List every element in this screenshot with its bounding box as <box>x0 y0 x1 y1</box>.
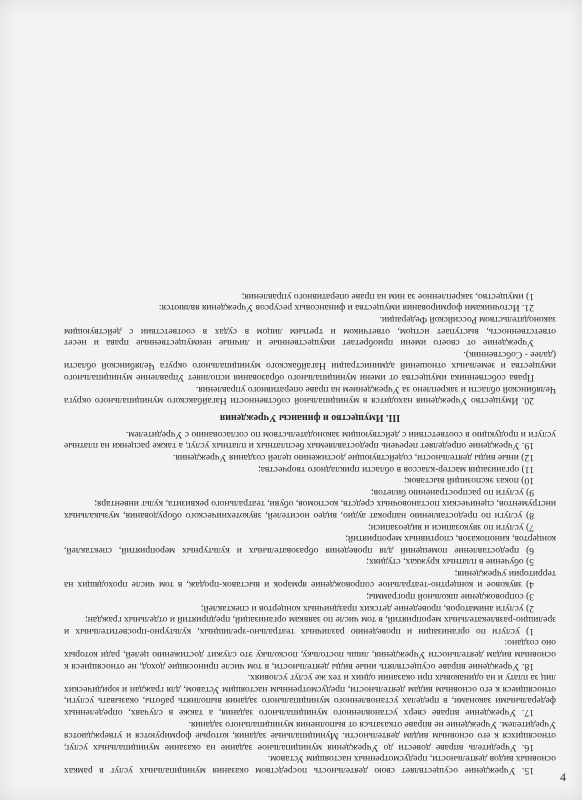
list-item: 1) услуги по организации и проведению различных театрально-зрелищных, культурно-просветительных и зрелищно-развлекательных мероприятий, в том числе по заявкам организаций, предприятий и отдельных граждан; <box>64 614 556 637</box>
list-item: 6) предоставление помещений для проведения образовательных и культурных мероприятий, спектаклей, концертов, кинопоказов, спортивных мероприятий; <box>64 533 556 556</box>
list-item: 2) услуги аниматоров, проведение детских праздничных концертов и спектаклей; <box>200 602 534 614</box>
paragraph-18: 18. Учреждение вправе осуществлять иные виды деятельности, в том числе приносящие доход, не относящиеся к основным видам деятельности Учреждения, лишь постольку, поскольку это служит достижению целей, ради которых оно создано: <box>64 637 556 672</box>
paragraph-20: 20. Имущество Учреждения находится в муниципальной собственности Нагайбакского муниципального округа Челябинской области и закреплено за Учреждением на праве оперативного управления. <box>64 383 556 407</box>
list-item: 10) показ экспозиций выставок; <box>404 475 534 487</box>
list-item: 3) сопровождение школьной программы; <box>366 591 534 603</box>
list-item: 11) организация мастер-классов в области прикладного творчества; <box>258 463 534 475</box>
list-item: 7) услуги по звукозаписи и видеозаписи; <box>368 521 534 533</box>
paragraph-20-rights: Учреждение от своего имени приобретает имущественные и личные неимущественные права и несет ответственность, выступает истцом, ответчиком и третьим лицом в судах в соответствии с действующим законодательством Российской Федерации. <box>64 314 556 349</box>
list-item: 8) услуги по предоставлению напрокат аудио, видео носителей, звукотехнического оборудования, музыкальных инструментов, сценических постановочных средств, костюмов, обуви, театрального реквизита, культ инвентаря; <box>64 498 556 521</box>
paragraph-16: 16. Учредитель вправе довести до Учреждения муниципальное задание на оказание муниципальных услуг, относящихся к его основным видам деятельности. Муниципальные задания, которые формируются и утверждаются Учредителем. Учреждение не вправе отказаться от выполнения муниципального задания. <box>64 718 556 753</box>
list-item: 9) услуги по распространению билетов; <box>370 486 534 498</box>
list-item: 1) имущество, закрепленное за ним на праве оперативного управления; <box>241 290 534 302</box>
paragraph-20-owner: Права собственника имущества от имени муниципального образования исполняет Управление муниципального имущества и земельных отношений администрации Нагайбакского муниципального округа Челябинской области (далее - Собственник). <box>64 348 556 383</box>
paragraph-19: 19. Учреждение определяет перечень предоставляемых бесплатных и платных услуг, а также расценки на платные услуги и продукцию в соответствии с действующим законодательством по согласованию с Учредителем. <box>64 428 556 452</box>
paragraph-21: 21. Источниками формирования имущества и финансовых ресурсов Учреждения являются: <box>158 302 534 314</box>
document-body <box>64 290 556 776</box>
section-title: III. Имущество и финансы Учреждения <box>219 412 401 424</box>
paragraph-17: 17. Учреждение вправе сверх установленного муниципального задания, а также в случаях, определенных федеральными законами, в пределах установленного муниципального задания выполнять работы, оказывать услуги, относящиеся к его основным видам деятельности, предусмотренным настоящим Уставом, для граждан и юридических лиц за плату и на одинаковых при оказании одних и тех же услуг условиях. <box>64 672 556 719</box>
list-item: 4) звуковое и концертно-театральное сопровождение ярмарок и выставок-продаж, в том числе проходящих на территории учреждения; <box>64 567 556 591</box>
paragraph-15: 15. Учреждение осуществляет свою деятельность посредством оказания муниципальных услуг в рамках основных видов деятельности, предусмотренных настоящим Уставом. <box>64 753 556 776</box>
list-item: 5) обучение в платных кружках, студиях; <box>366 556 534 568</box>
page-number: 4 <box>560 770 566 784</box>
list-item: 12) иные виды деятельности, содействующие достижению целей создания Учреждения. <box>173 451 534 463</box>
